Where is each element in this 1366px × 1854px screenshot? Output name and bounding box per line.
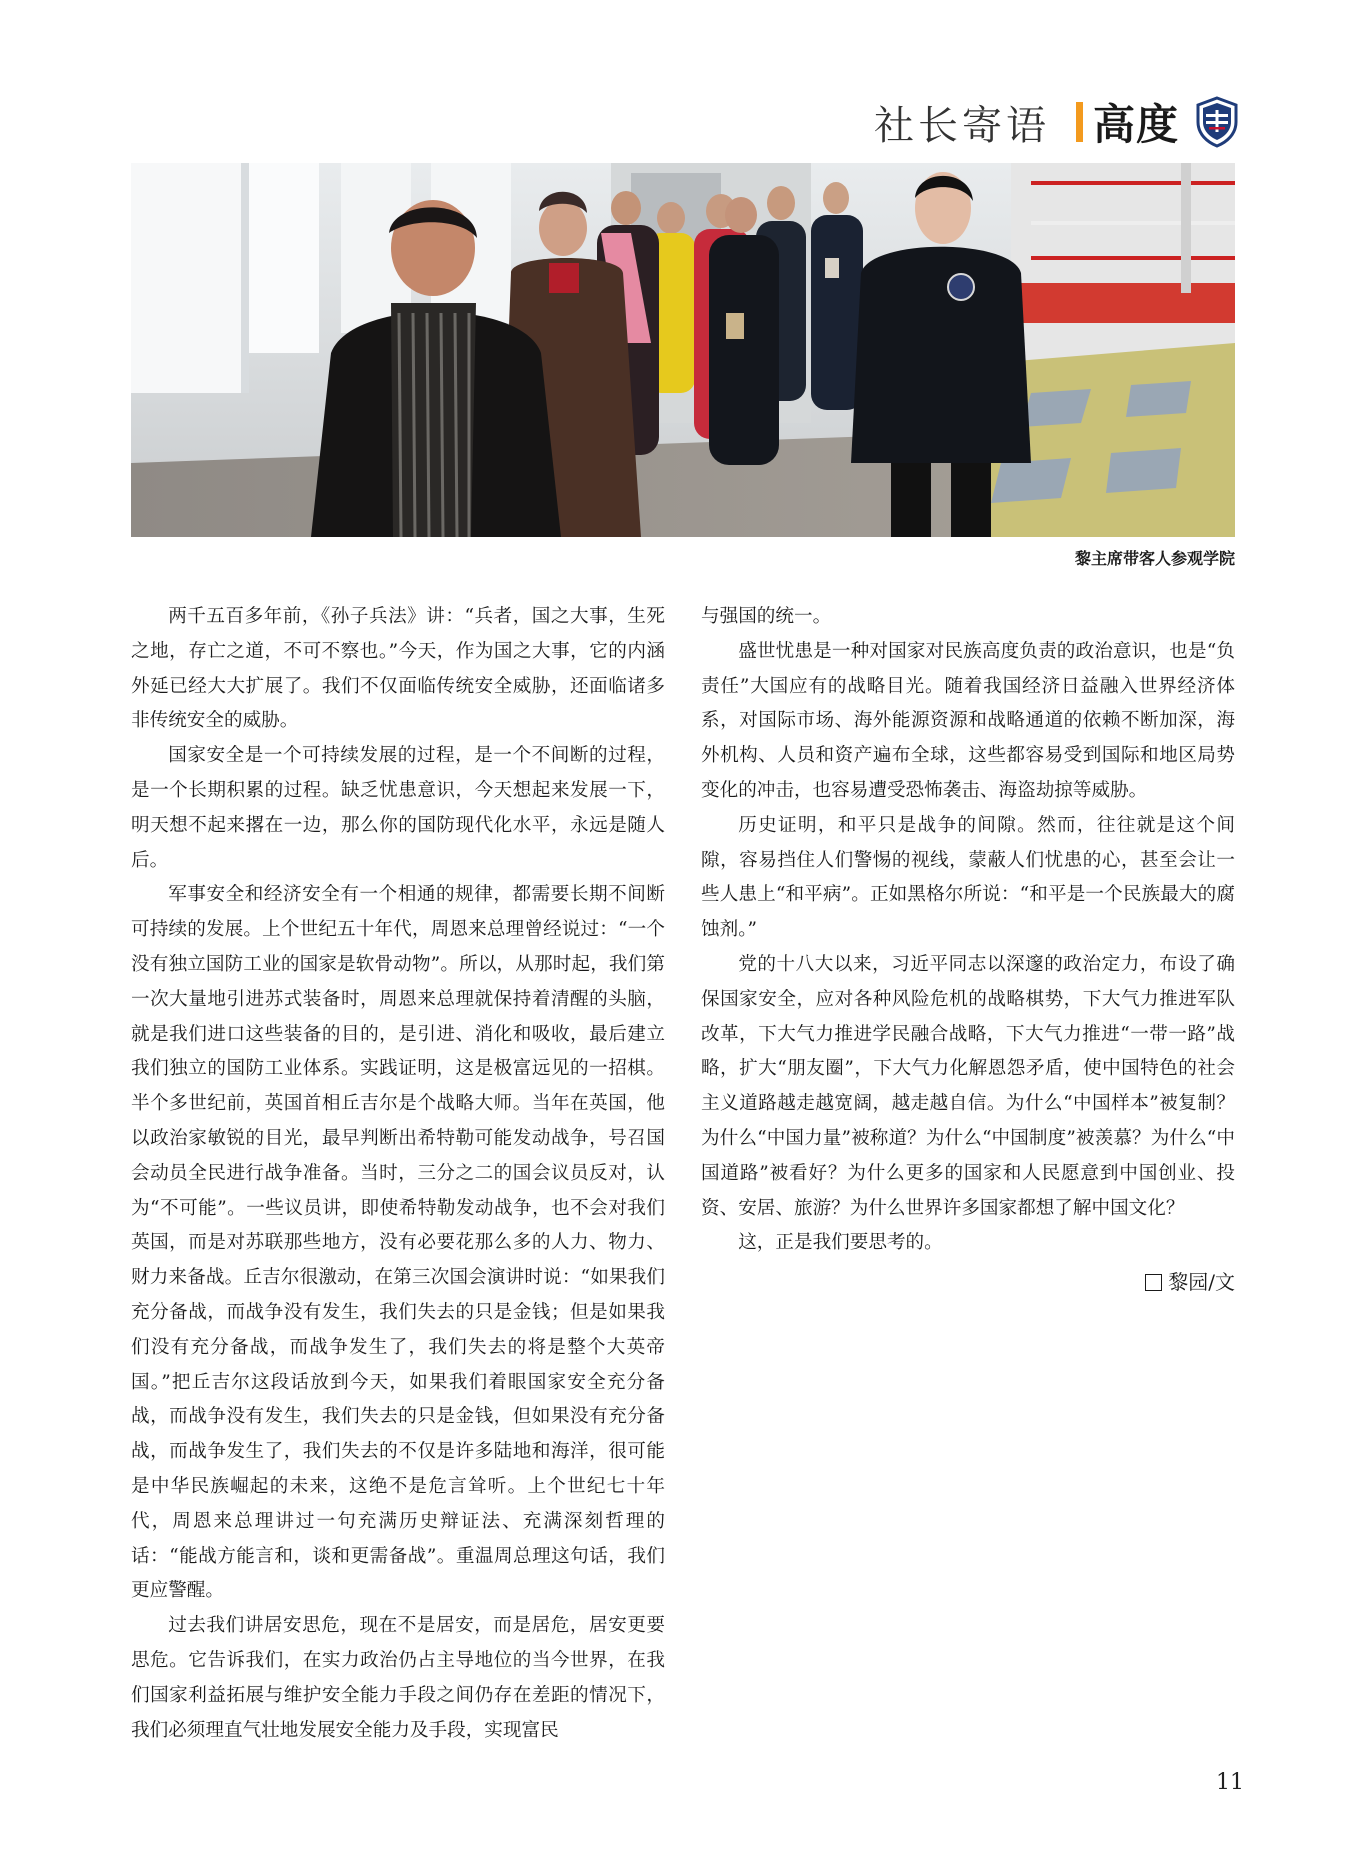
page-number: 11	[1216, 1770, 1244, 1795]
paragraph: 国家安全是一个可持续发展的过程，是一个不间断的过程，是一个长期积累的过程。缺乏忧患意识，今天想起来发展一下，明天想不起来撂在一边，那么你的国防现代化水平，永远是随人后。	[131, 745, 665, 871]
magazine-title: 高度	[1092, 100, 1179, 149]
group-visit-photo	[131, 163, 1235, 537]
paragraph-continuation: 与强国的统一。	[701, 606, 832, 627]
article-column-left	[131, 600, 665, 1748]
paragraph: 党的十八大以来，习近平同志以深邃的政治定力，布设了确保国家安全，应对各种风险危机的战略棋势，下大气力推进军队改革，下大气力推进学民融合战略，下大气力推进“一带一路”战略，扩大“朋友圈”，下大气力化解恩怨矛盾，使中国特色的社会主义道路越走越宽阔，越走越自信。为什么“中国样本”被复制？为什么“中国力量”被称道？为什么“中国制度”被羡慕？为什么“中国道路”被看好？为什么更多的国家和人民愿意到中国创业、投资、安居、旅游？为什么世界许多国家都想了解中国文化？	[701, 953, 1235, 1219]
author-credit: 黎园/文	[1168, 1270, 1235, 1295]
shield-emblem-icon	[1195, 96, 1239, 148]
article-column-right	[701, 600, 1235, 1299]
paragraph: 盛世忧患是一种对国家对民族高度负责的政治意识，也是“负责任”大国应有的战略目光。随着我国经济日益融入世界经济体系，对国际市场、海外能源资源和战略通道的依赖不断加深，海外机构、人员和资产遍布全球，这些都容易受到国际和地区局势变化的冲击，也容易遭受恐怖袭击、海盗劫掠等威胁。	[701, 640, 1235, 801]
paragraph: 历史证明，和平只是战争的间隙。然而，往往就是这个间隙，容易挡住人们警惕的视线，蒙蔽人们忧患的心，甚至会让一些人患上“和平病”。正如黑格尔所说：“和平是一个民族最大的腐蚀剂。”	[701, 814, 1235, 941]
article-photo	[131, 163, 1235, 537]
square-box-icon	[1145, 1274, 1162, 1291]
paragraph: 过去我们讲居安思危，现在不是居安，而是居危，居安更要思危。它告诉我们，在实力政治仍占主导地位的当今世界，在我们国家利益拓展与维护安全能力手段之间仍存在差距的情况下，我们必须理直气壮地发展安全能力及手段，实现富民	[131, 1615, 665, 1741]
paragraph: 这，正是我们要思考的。	[738, 1232, 943, 1254]
paragraph: 两千五百多年前，《孙子兵法》讲：“兵者，国之大事，生死之地，存亡之道，不可不察也。”今天，作为国之大事，它的内涵外延已经大大扩展了。我们不仅面临传统安全威胁，还面临诸多非传统安全的威胁。	[131, 606, 665, 732]
page-header	[874, 92, 1239, 152]
accent-bar	[1076, 102, 1083, 142]
section-title: 社长寄语	[873, 102, 1050, 149]
paragraph: 军事安全和经济安全有一个相通的规律，都需要长期不间断可持续的发展。上个世纪五十年代，周恩来总理曾经说过：“一个没有独立国防工业的国家是软骨动物”。所以，从那时起，我们第一次大量地引进苏式装备时，周恩来总理就保持着清醒的头脑，就是我们进口这些装备的目的，是引进、消化和吸收，最后建立我们独立的国防工业体系。实践证明，这是极富远见的一招棋。半个多世纪前，英国首相丘吉尔是个战略大师。当年在英国，他以政治家敏锐的目光，最早判断出希特勒可能发动战争，号召国会动员全民进行战争准备。当时，三分之二的国会议员反对，认为“不可能”。一些议员讲，即使希特勒发动战争，也不会对我们英国，而是对苏联那些地方，没有必要花那么多的人力、物力、财力来备战。丘吉尔很激动，在第三次国会演讲时说：“如果我们充分备战，而战争没有发生，我们失去的只是金钱；但是如果我们没有充分备战，而战争发生了，我们失去的将是整个大英帝国。”把丘吉尔这段话放到今天，如果我们着眼国家安全充分备战，而战争没有发生，我们失去的只是金钱，但如果没有充分备战，而战争发生了，我们失去的不仅是许多陆地和海洋，很可能是中华民族崛起的未来，这绝不是危言耸听。上个世纪七十年代，周恩来总理讲过一句充满历史辩证法、充满深刻哲理的话：“能战方能言和，谈和更需备战”。重温周总理这句话，我们更应警醒。	[131, 884, 665, 1602]
byline	[701, 1265, 1235, 1299]
photo-caption: 黎主席带客人参观学院	[1074, 549, 1235, 568]
